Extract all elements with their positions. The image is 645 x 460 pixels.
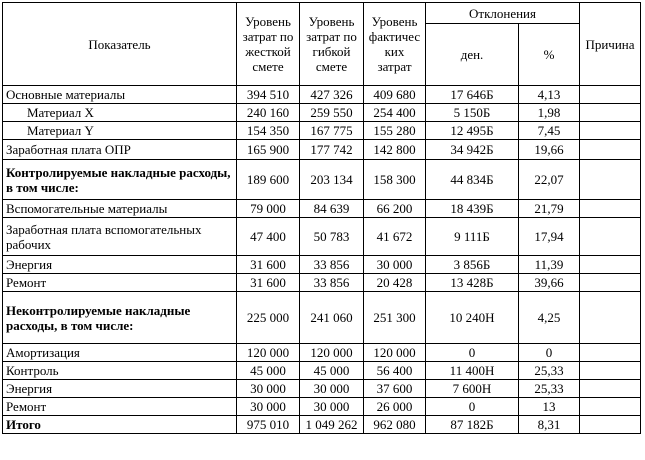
cell-deviation-pct: 1,98 bbox=[519, 104, 580, 122]
cell-reason bbox=[580, 122, 641, 140]
cell-deviation-den: 13 428Б bbox=[426, 274, 519, 292]
cell-deviation-pct: 19,66 bbox=[519, 140, 580, 160]
table-row bbox=[3, 218, 641, 256]
cell-deviation-den: 34 942Б bbox=[426, 140, 519, 160]
header-actual-line: затрат bbox=[377, 59, 412, 74]
cell-rigid: 154 350 bbox=[237, 122, 300, 140]
cell-deviation-pct: 25,33 bbox=[519, 380, 580, 398]
header-den: ден. bbox=[426, 24, 519, 86]
header-rigid-line: жесткой bbox=[245, 44, 291, 59]
cell-deviation-pct: 4,25 bbox=[519, 292, 580, 344]
cell-indicator: Итого bbox=[3, 416, 237, 434]
cell-reason bbox=[580, 398, 641, 416]
deviation-table bbox=[2, 2, 641, 434]
cell-flexible: 203 134 bbox=[300, 160, 364, 200]
table-row bbox=[3, 140, 641, 160]
cell-actual: 41 672 bbox=[364, 218, 426, 256]
cell-deviation-den: 5 150Б bbox=[426, 104, 519, 122]
cell-indicator: Контролируемые накладные расходы, в том числе: bbox=[3, 160, 237, 200]
cell-rigid: 394 510 bbox=[237, 86, 300, 104]
header-actual-line: ких bbox=[384, 44, 405, 59]
header-flexible-line: гибкой bbox=[312, 44, 351, 59]
cell-indicator: Энергия bbox=[3, 380, 237, 398]
cell-deviation-pct: 4,13 bbox=[519, 86, 580, 104]
table-row bbox=[3, 398, 641, 416]
cell-deviation-pct: 21,79 bbox=[519, 200, 580, 218]
cell-deviation-den: 44 834Б bbox=[426, 160, 519, 200]
cell-actual: 37 600 bbox=[364, 380, 426, 398]
cell-reason bbox=[580, 140, 641, 160]
cell-flexible: 427 326 bbox=[300, 86, 364, 104]
cell-actual: 158 300 bbox=[364, 160, 426, 200]
table-row bbox=[3, 256, 641, 274]
cell-deviation-den: 11 400Н bbox=[426, 362, 519, 380]
cell-deviation-den: 9 111Б bbox=[426, 218, 519, 256]
cell-rigid: 47 400 bbox=[237, 218, 300, 256]
cell-flexible: 50 783 bbox=[300, 218, 364, 256]
cell-reason bbox=[580, 380, 641, 398]
header-pct: % bbox=[519, 24, 580, 86]
cell-deviation-den: 10 240Н bbox=[426, 292, 519, 344]
header-flexible-line: смете bbox=[315, 59, 348, 74]
header-flexible-line: Уровень bbox=[308, 14, 355, 29]
cell-deviation-pct: 11,39 bbox=[519, 256, 580, 274]
cell-flexible: 45 000 bbox=[300, 362, 364, 380]
table-row bbox=[3, 104, 641, 122]
header-row-1 bbox=[3, 3, 641, 24]
cell-rigid: 240 160 bbox=[237, 104, 300, 122]
cell-indicator: Заработная плата ОПР bbox=[3, 140, 237, 160]
header-indicator: Показатель bbox=[3, 3, 237, 86]
cell-deviation-pct: 0 bbox=[519, 344, 580, 362]
cell-actual: 26 000 bbox=[364, 398, 426, 416]
cell-actual: 20 428 bbox=[364, 274, 426, 292]
cell-indicator: Амортизация bbox=[3, 344, 237, 362]
cell-deviation-den: 7 600Н bbox=[426, 380, 519, 398]
header-rigid-line: смете bbox=[252, 59, 284, 74]
cell-deviation-pct: 7,45 bbox=[519, 122, 580, 140]
cell-rigid: 31 600 bbox=[237, 274, 300, 292]
cell-rigid: 31 600 bbox=[237, 256, 300, 274]
cell-actual: 155 280 bbox=[364, 122, 426, 140]
cell-reason bbox=[580, 160, 641, 200]
cell-actual: 962 080 bbox=[364, 416, 426, 434]
header-flexible bbox=[300, 3, 364, 86]
cell-reason bbox=[580, 274, 641, 292]
table-row bbox=[3, 344, 641, 362]
cell-flexible: 241 060 bbox=[300, 292, 364, 344]
header-deviations: Отклонения bbox=[426, 3, 580, 24]
cell-deviation-den: 0 bbox=[426, 344, 519, 362]
header-rigid bbox=[237, 3, 300, 86]
cell-flexible: 167 775 bbox=[300, 122, 364, 140]
cell-reason bbox=[580, 292, 641, 344]
cell-rigid: 225 000 bbox=[237, 292, 300, 344]
header-actual-line: Уровень bbox=[371, 14, 418, 29]
header-actual-line: фактичес bbox=[368, 29, 421, 44]
header-rigid-line: Уровень bbox=[245, 14, 291, 29]
cell-indicator: Ремонт bbox=[3, 274, 237, 292]
header-rigid-line: затрат по bbox=[242, 29, 294, 44]
cell-rigid: 79 000 bbox=[237, 200, 300, 218]
table-row bbox=[3, 380, 641, 398]
cell-deviation-pct: 39,66 bbox=[519, 274, 580, 292]
cell-deviation-den: 12 495Б bbox=[426, 122, 519, 140]
cell-deviation-pct: 13 bbox=[519, 398, 580, 416]
cell-rigid: 975 010 bbox=[237, 416, 300, 434]
cell-deviation-den: 17 646Б bbox=[426, 86, 519, 104]
cell-deviation-den: 3 856Б bbox=[426, 256, 519, 274]
cell-actual: 142 800 bbox=[364, 140, 426, 160]
cell-reason bbox=[580, 362, 641, 380]
table-row bbox=[3, 292, 641, 344]
cell-deviation-den: 87 182Б bbox=[426, 416, 519, 434]
table-body bbox=[3, 3, 641, 434]
table-row bbox=[3, 86, 641, 104]
cell-rigid: 165 900 bbox=[237, 140, 300, 160]
cell-indicator: Основные материалы bbox=[3, 86, 237, 104]
cell-flexible: 84 639 bbox=[300, 200, 364, 218]
cell-flexible: 120 000 bbox=[300, 344, 364, 362]
table-row bbox=[3, 362, 641, 380]
table-row bbox=[3, 274, 641, 292]
cell-deviation-pct: 8,31 bbox=[519, 416, 580, 434]
cell-reason bbox=[580, 200, 641, 218]
cell-reason bbox=[580, 416, 641, 434]
cell-flexible: 259 550 bbox=[300, 104, 364, 122]
cell-actual: 66 200 bbox=[364, 200, 426, 218]
cell-actual: 120 000 bbox=[364, 344, 426, 362]
cell-rigid: 30 000 bbox=[237, 380, 300, 398]
table-row bbox=[3, 200, 641, 218]
cell-actual: 254 400 bbox=[364, 104, 426, 122]
header-actual bbox=[364, 3, 426, 86]
cell-deviation-pct: 17,94 bbox=[519, 218, 580, 256]
cell-reason bbox=[580, 256, 641, 274]
cell-indicator: Материал Y bbox=[3, 122, 237, 140]
cell-rigid: 189 600 bbox=[237, 160, 300, 200]
cell-indicator: Заработная плата вспомогательных рабочих bbox=[3, 218, 237, 256]
cell-deviation-den: 0 bbox=[426, 398, 519, 416]
table-row bbox=[3, 160, 641, 200]
cell-indicator: Неконтролируемые накладные расходы, в том числе: bbox=[3, 292, 237, 344]
cell-deviation-den: 18 439Б bbox=[426, 200, 519, 218]
header-flexible-line: затрат по bbox=[306, 29, 357, 44]
cell-rigid: 45 000 bbox=[237, 362, 300, 380]
cell-flexible: 30 000 bbox=[300, 398, 364, 416]
cell-indicator: Вспомогательные материалы bbox=[3, 200, 237, 218]
cell-rigid: 120 000 bbox=[237, 344, 300, 362]
cell-flexible: 30 000 bbox=[300, 380, 364, 398]
cell-reason bbox=[580, 86, 641, 104]
cell-reason bbox=[580, 104, 641, 122]
cell-flexible: 33 856 bbox=[300, 274, 364, 292]
cell-deviation-pct: 22,07 bbox=[519, 160, 580, 200]
cell-reason bbox=[580, 218, 641, 256]
cell-deviation-pct: 25,33 bbox=[519, 362, 580, 380]
cell-actual: 30 000 bbox=[364, 256, 426, 274]
cell-indicator: Ремонт bbox=[3, 398, 237, 416]
table-row bbox=[3, 416, 641, 434]
cell-reason bbox=[580, 344, 641, 362]
header-reason: Причина bbox=[580, 3, 641, 86]
cell-indicator: Материал X bbox=[3, 104, 237, 122]
cell-flexible: 33 856 bbox=[300, 256, 364, 274]
cell-indicator: Контроль bbox=[3, 362, 237, 380]
cell-rigid: 30 000 bbox=[237, 398, 300, 416]
cell-actual: 251 300 bbox=[364, 292, 426, 344]
cell-actual: 409 680 bbox=[364, 86, 426, 104]
cell-flexible: 1 049 262 bbox=[300, 416, 364, 434]
table-row bbox=[3, 122, 641, 140]
cell-flexible: 177 742 bbox=[300, 140, 364, 160]
cell-actual: 56 400 bbox=[364, 362, 426, 380]
cell-indicator: Энергия bbox=[3, 256, 237, 274]
